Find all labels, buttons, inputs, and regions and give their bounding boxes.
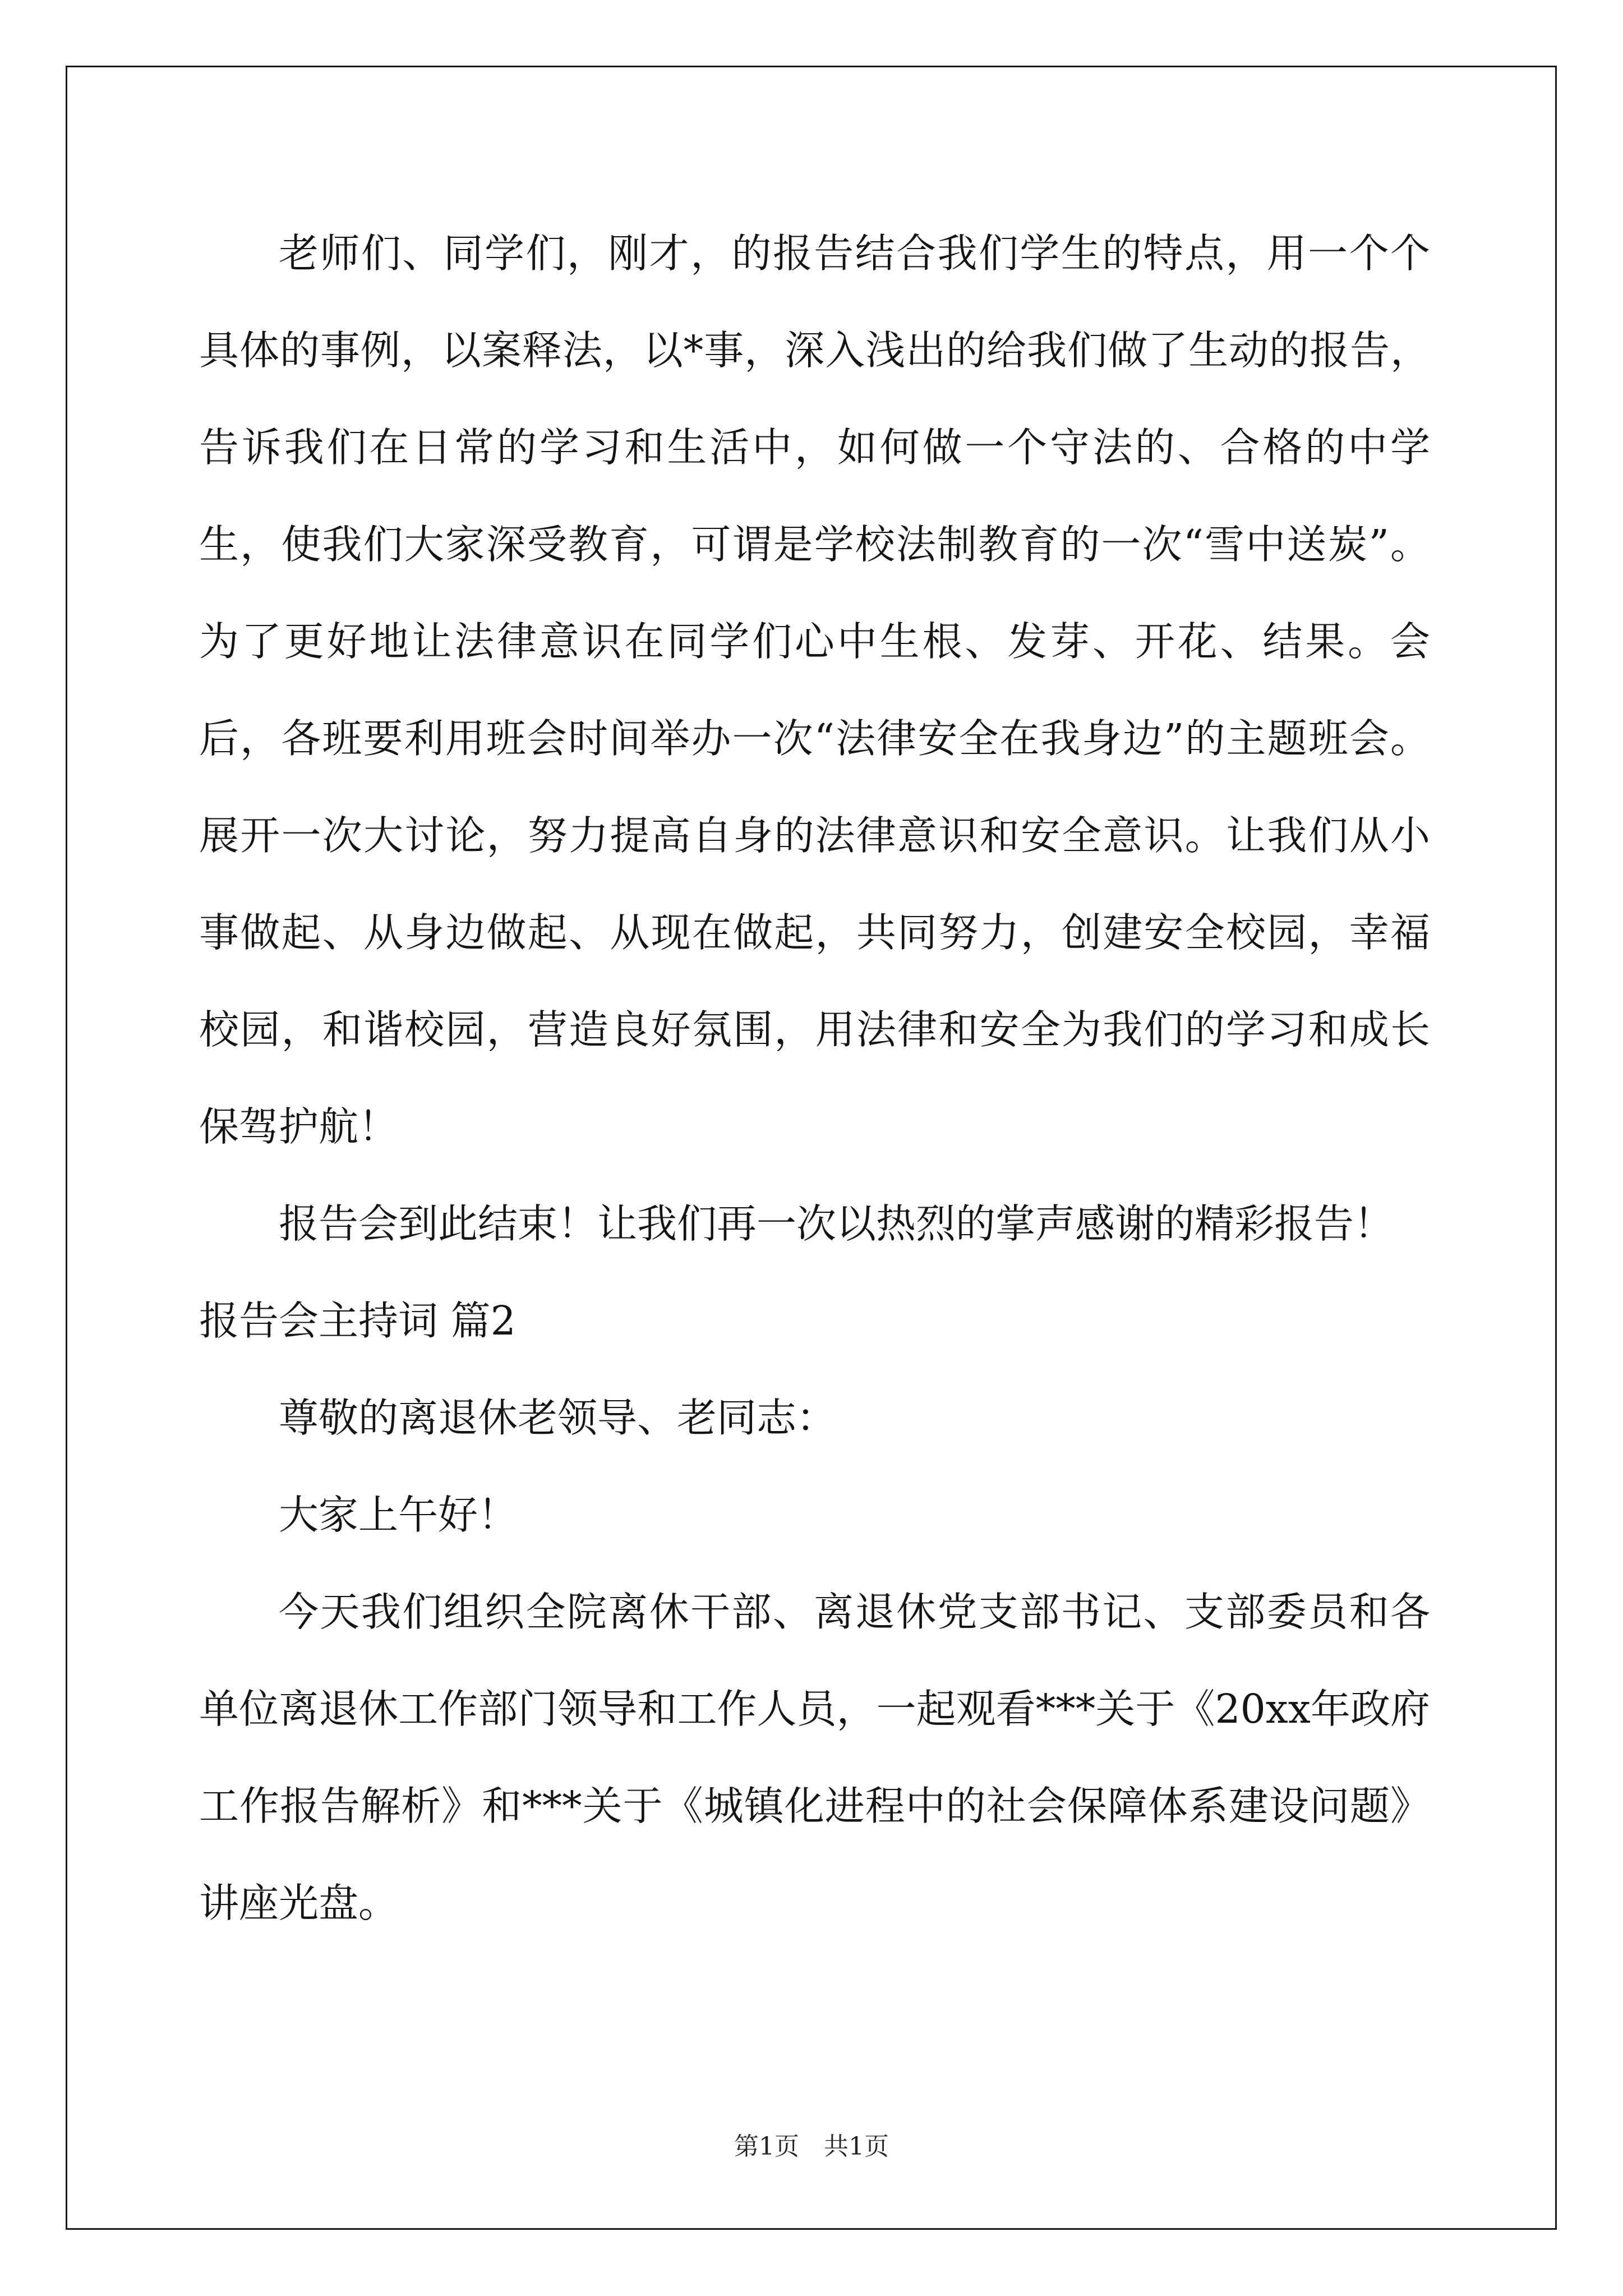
page-count: 共1页 <box>824 2132 889 2161</box>
document-body <box>199 205 1430 1952</box>
salutation: 尊敬的离退休老领导、老同志： <box>279 1395 837 1441</box>
page-footer <box>0 2130 1623 2164</box>
body-paragraph-1: 老师们、同学们，刚才，的报告结合我们学生的特点，用一个个具体的事例，以案释法，以*事，深入浅出的给我们做了生动的报告，告诉我们在日常的学习和生活中，如何做一个守法的、合格的中学生，使我们大家深受教育，可谓是学校法制教育的一次“雪中送炭”。为了更好地让法律意识在同学们心中生根、发芽、开花、结果。会后，各班要利用班会时间举办一次“法律安全在我身边”的主题班会。展开一次大讨论，努力提高自身的法律意识和安全意识。让我们从小事做起、从身边做起、从现在做起，共同努力，创建安全校园，幸福校园，和谐校园，营造良好氛围，用法律和安全为我们的学习和成长保驾护航！ <box>199 230 1430 1150</box>
greeting: 大家上午好！ <box>279 1492 518 1538</box>
body-paragraph-2: 报告会到此结束！让我们再一次以热烈的掌声感谢的精彩报告！ <box>279 1200 1394 1247</box>
section-heading: 报告会主持词 篇2 <box>199 1297 516 1344</box>
page-number: 第1页 <box>734 2132 799 2161</box>
body-paragraph-3: 今天我们组织全院离休干部、离退休党支部书记、支部委员和各单位离退休工作部门领导和工作人员，一起观看***关于《20xx年政府工作报告解析》和***关于《城镇化进程中的社会保障体系建设问题》讲座光盘。 <box>199 1589 1430 1926</box>
